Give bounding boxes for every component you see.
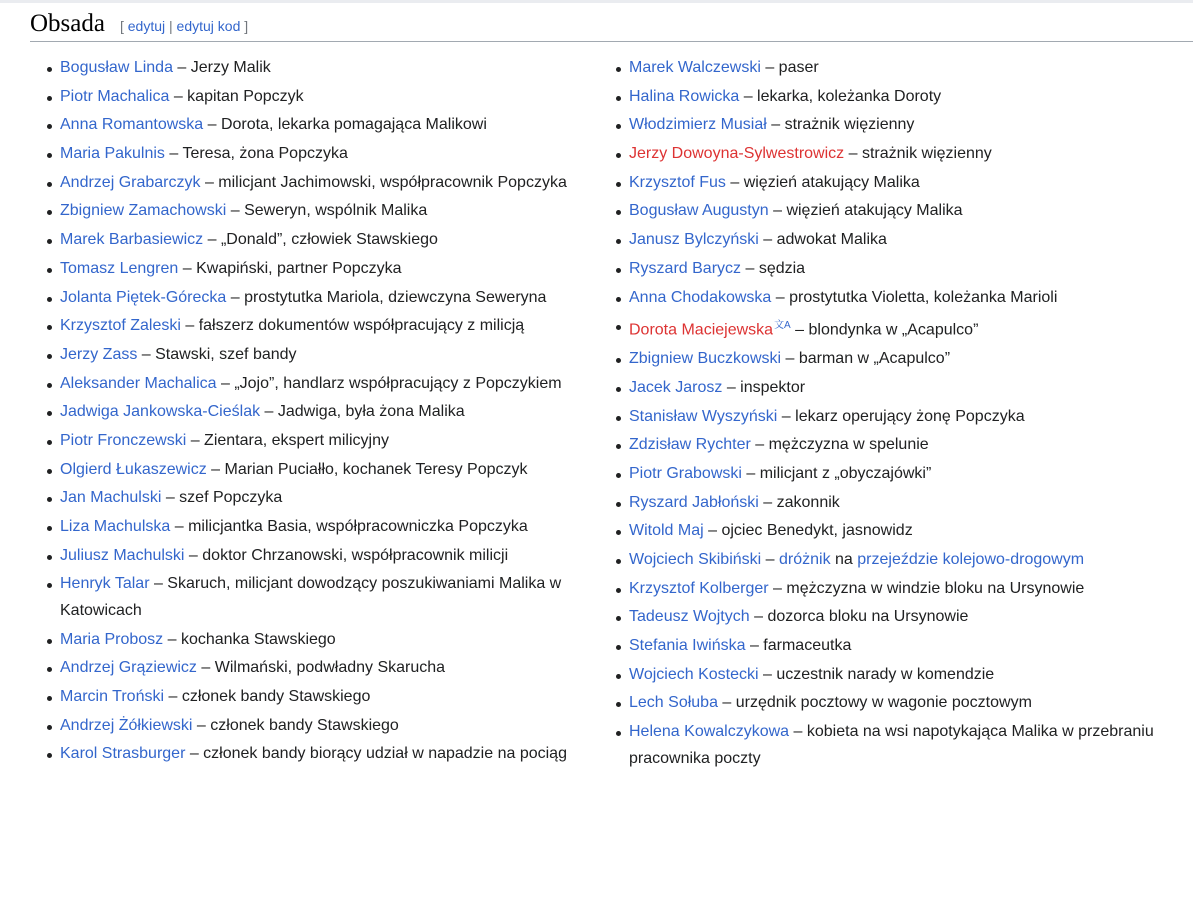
actor-link[interactable]: Halina Rowicka [629,87,740,105]
role-text: – urzędnik pocztowy w wagonie pocztowym [717,694,1032,712]
cast-list-item [615,141,1155,168]
role-text: – inspektor [722,378,806,396]
actor-link[interactable]: Lech Sołuba [629,694,718,712]
actor-link[interactable]: Jan Machulski [60,489,162,507]
cast-list-right [615,55,1155,772]
role-text: – Zientara, ekspert milicyjny [186,431,389,449]
role-text: – paser [760,59,819,76]
actor-link[interactable]: Marek Barbasiewicz [60,231,204,249]
actor-link[interactable]: Helena Kowalczykowa [629,723,790,741]
actor-link[interactable]: Witold Maj [629,522,704,540]
actor-link[interactable]: Marcin Troński [60,687,165,705]
actor-link[interactable]: Stanisław Wyszyński [629,407,778,425]
actor-link[interactable]: Tomasz Lengren [60,259,179,277]
actor-link[interactable]: Juliusz Machulski [60,546,185,564]
cast-list-item [46,141,576,168]
actor-link[interactable]: Stefania Iwińska [629,637,746,655]
cast-list-left [46,55,576,768]
role-text: – Wilmański, podwładny Skarucha [196,659,446,677]
cast-list-item [46,84,576,111]
cast-list-item [46,741,576,768]
cast-list-item [615,461,1155,488]
role-text: – milicjantka Basia, współpracowniczka Popczyka [170,518,528,535]
cast-list-item [615,313,1155,344]
role-text: – mężczyzna w spelunie [750,436,929,454]
role-text: – lekarz operujący żonę Popczyka [777,407,1025,425]
role-text: – milicjant z „obyczajówki” [741,464,932,482]
cast-list-item [615,170,1155,197]
actor-link[interactable]: Piotr Grabowski [629,464,742,482]
cast-list-item [615,198,1155,225]
role-text: – Jerzy Malik [172,59,271,76]
actor-link[interactable]: Krzysztof Zaleski [60,317,181,335]
actor-link[interactable]: Zbigniew Zamachowski [60,202,227,220]
actor-link[interactable]: Olgierd Łukaszewicz [60,460,207,478]
role-text: – [761,551,779,569]
edit-source-link[interactable]: edytuj kod [176,18,241,34]
role-text: – więzień atakujący Malika [725,173,920,191]
cast-list-item [615,576,1155,603]
role-text: – kapitan Popczyk [169,87,304,105]
role-text: – dozorca bloku na Ursynowie [749,608,969,626]
role-text: – lekarka, koleżanka Doroty [739,87,942,105]
cast-list-item [46,627,576,654]
role-text: – członek bandy Stawskiego [164,687,371,705]
role-text: – strażnik więzienny [844,145,992,163]
role-text: – Dorota, lekarka pomagająca Malikowi [203,116,487,134]
role-text: – mężczyzna w windzie bloku na Ursynowie [768,579,1085,597]
actor-link[interactable]: Anna Romantowska [60,116,204,134]
role-text: – uczestnik narady w komendzie [758,665,995,683]
role-text: – sędzia [741,259,806,277]
cast-list-item [46,543,576,570]
inline-link[interactable]: dróżnik [779,551,831,569]
role-text: – prostytutka Violetta, koleżanka Marioli [771,288,1058,306]
actor-link[interactable]: Włodzimierz Musiał [629,116,767,134]
actor-link[interactable]: Anna Chodakowska [629,288,772,306]
actor-link[interactable]: Krzysztof Fus [629,173,726,191]
cast-list-item [46,285,576,312]
actor-link[interactable]: Tadeusz Wojtych [629,608,750,626]
role-text: – blondynka w „Acapulco” [790,321,979,339]
actor-link[interactable]: Bogusław Linda [60,59,173,76]
cast-list-item [46,399,576,426]
cast-column-right [615,55,1155,774]
cast-list-item [46,256,576,283]
cast-list-item [46,170,576,197]
cast-list-item [615,432,1155,459]
role-text: – Marian Puciałło, kochanek Teresy Popczyk [206,460,528,478]
cast-list-item [615,256,1155,283]
role-text: – członek bandy biorący udział w napadzie na pociąg [185,745,567,763]
role-text: – prostytutka Mariola, dziewczyna Seweryna [226,288,547,306]
role-text: – milicjant Jachimowski, współpracownik Popczyka [200,173,567,191]
actor-link[interactable]: Andrzej Grabarczyk [60,173,201,191]
role-text: – strażnik więzienny [766,116,915,134]
actor-link[interactable]: Andrzej Grąziewicz [60,659,197,677]
role-text: – barman w „Acapulco” [781,350,951,368]
actor-link[interactable]: Maria Probosz [60,630,164,648]
role-text: – fałszerz dokumentów współpracujący z milicją [180,317,525,335]
actor-link[interactable]: Zdzisław Rychter [629,436,751,454]
actor-link[interactable]: Karol Strasburger [60,745,186,763]
role-text: – kochanka Stawskiego [163,630,336,648]
actor-link[interactable]: Ryszard Barycz [629,259,742,277]
cast-list-item [615,285,1155,312]
actor-link[interactable]: Krzysztof Kolberger [629,579,769,597]
edit-link[interactable]: edytuj [127,18,166,34]
actor-link[interactable]: Andrzej Żółkiewski [60,716,193,734]
edit-bracket-close: ] [244,18,249,34]
section-title: Obsada [30,10,105,37]
cast-column-left [46,55,576,770]
cast-list-item [46,457,576,484]
cast-list-item [46,55,576,82]
actor-link[interactable]: Ryszard Jabłoński [629,493,759,511]
cast-list-item [615,375,1155,402]
cast-list-item [615,404,1155,431]
actor-link[interactable]: Zbigniew Buczkowski [629,350,782,368]
cast-list-item [615,84,1155,111]
actor-link[interactable]: Janusz Bylczyński [629,231,759,249]
cast-list-item [615,662,1155,689]
cast-list-item [46,514,576,541]
cast-list-item [46,313,576,340]
actor-link[interactable]: Henryk Talar [60,575,150,593]
cast-list-item [46,571,576,624]
inline-link[interactable]: przejeździe kolejowo-drogowym [857,551,1085,569]
actor-link[interactable]: Dorota Maciejewska [629,321,774,339]
edit-separator: | [169,18,173,34]
cast-list-item [615,633,1155,660]
role-text: – Kwapiński, partner Popczyka [178,259,402,277]
actor-link[interactable]: Marek Walczewski [629,59,761,76]
cast-list-item [46,713,576,740]
actor-link[interactable]: Maria Pakulnis [60,145,165,163]
edit-bracket-open: [ [119,18,124,34]
role-text: – „Jojo”, handlarz współpracujący z Popczykiem [216,374,562,392]
actor-link[interactable]: Jerzy Dowoyna-Sylwestrowicz [629,145,845,163]
cast-list-item [615,719,1155,772]
role-text: – „Donald”, człowiek Stawskiego [203,231,438,249]
cast-list-item [46,684,576,711]
cast-list-item [46,371,576,398]
cast-list-item [46,112,576,139]
cast-list-item [615,690,1155,717]
cast-list-item [615,490,1155,517]
role-text: – adwokat Malika [758,231,887,249]
role-text: na [830,551,858,569]
role-text: – więzień atakujący Malika [768,202,963,220]
role-text: – kobieta na wsi napotykająca Malika w przebraniu pracownika poczty [629,723,1154,767]
cast-list-item [46,227,576,254]
cast-list-item [46,655,576,682]
actor-link[interactable]: Jadwiga Jankowska-Cieślak [60,403,261,421]
actor-link[interactable]: Piotr Fronczewski [60,431,187,449]
cast-list-item [615,547,1155,574]
role-text: – członek bandy Stawskiego [192,716,399,734]
role-text: – doktor Chrzanowski, współpracownik milicji [184,546,509,564]
top-border [0,0,1193,3]
cast-list-item [615,112,1155,139]
role-text: – Teresa, żona Popczyka [164,145,348,163]
actor-link[interactable]: Wojciech Skibiński [629,551,762,569]
edit-section-links [120,18,248,34]
cast-list-item [615,346,1155,373]
section-heading [30,9,1193,42]
role-text: – farmaceutka [745,637,852,655]
cast-list-item [46,198,576,225]
role-text: – Jadwiga, była żona Malika [260,403,465,421]
role-text: – ojciec Benedykt, jasnowidz [703,522,913,540]
actor-link[interactable]: Jacek Jarosz [629,378,723,396]
cast-list-item [615,518,1155,545]
cast-list-item [615,227,1155,254]
role-text: – zakonnik [758,493,840,511]
cast-list-item [615,604,1155,631]
role-text: – Stawski, szef bandy [137,345,297,363]
actor-link[interactable]: Aleksander Machalica [60,374,217,392]
actor-link[interactable]: Bogusław Augustyn [629,202,769,220]
actor-link[interactable]: Wojciech Kostecki [629,665,759,683]
cast-list-item [46,428,576,455]
actor-link[interactable]: Jolanta Piętek-Górecka [60,288,227,306]
role-text: – szef Popczyka [161,489,283,507]
cast-list-item [615,55,1155,82]
role-text: – Seweryn, wspólnik Malika [226,202,428,220]
actor-link[interactable]: Liza Machulska [60,518,171,535]
role-text: – Skaruch, milicjant dowodzący poszukiwaniami Malika w Katowicach [60,575,562,619]
translate-icon[interactable]: 文A [774,320,791,332]
actor-link[interactable]: Piotr Machalica [60,87,170,105]
actor-link[interactable]: Jerzy Zass [60,345,138,363]
cast-list-item [46,485,576,512]
cast-list-item [46,342,576,369]
